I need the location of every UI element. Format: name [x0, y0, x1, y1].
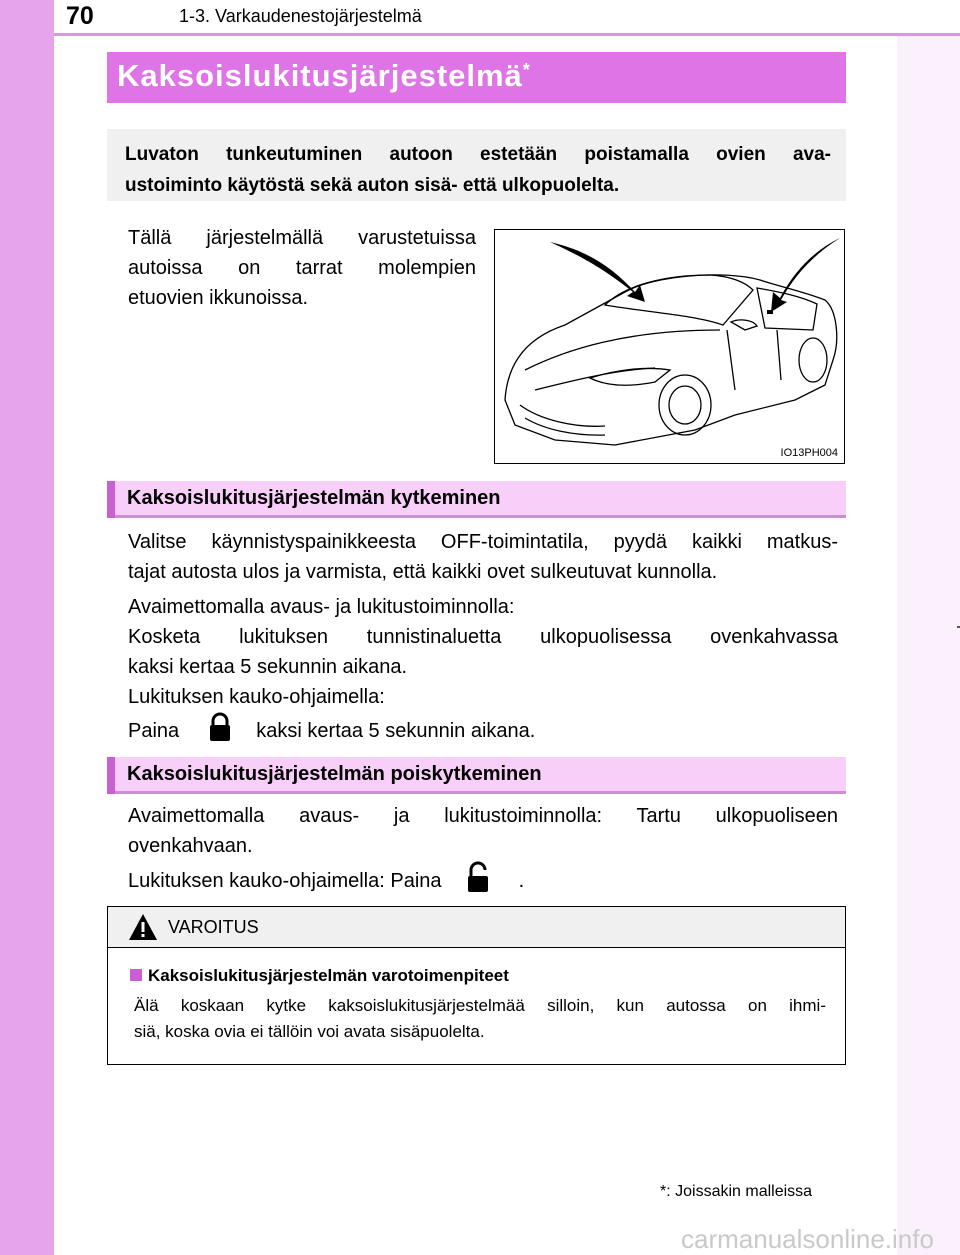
watermark: carmanualsonline.info: [681, 1224, 934, 1254]
warning-line: Älä koskaan kytke kaksoislukitusjärjestelmää silloin, kun autossa on ihmi-: [134, 996, 826, 1015]
section-heading-bar: [107, 481, 846, 518]
lock-icon: [207, 712, 233, 751]
warning-line: siä, koska ovia ei tällöin voi avata sisäpuolelta.: [134, 1022, 485, 1041]
warning-label: VAROITUS: [168, 917, 259, 937]
footnote-marker: *: [660, 1183, 667, 1200]
chapter-title: 1-3. Varkaudenestojärjestelmä: [179, 6, 422, 26]
section1-line: Kosketa lukituksen tunnistinaluetta ulkopuolisessa ovenkahvassa: [128, 626, 838, 648]
page-number: 70: [66, 2, 94, 30]
section-heading-bar: [107, 757, 846, 794]
section2-line: Avaimettomalla avaus- ja lukitustoiminnolla: Tartu ulkopuoliseen: [128, 805, 838, 827]
page-sidebar: [0, 0, 54, 1255]
bullet-square-icon: [130, 969, 142, 981]
warning-triangle-icon: [128, 913, 158, 946]
warning-header: [108, 907, 845, 948]
warning-body: [134, 993, 826, 1045]
section1-line: Valitse käynnistyspainikkeesta OFF-toimintatila, pyydä kaikki matkus-: [128, 531, 838, 553]
intro-box: [107, 129, 846, 201]
section-heading: Kaksoislukitusjärjestelmän poiskytkeminen: [127, 763, 542, 785]
section-heading: Kaksoislukitusjärjestelmän kytkeminen: [127, 487, 501, 509]
press-rest: kaksi kertaa 5 sekunnin aikana.: [256, 719, 536, 742]
page-title-bar: [107, 52, 846, 103]
car-illustration: [494, 229, 845, 464]
section1-line: tajat autosta ulos ja varmista, että kaikki ovet sulkeutuvat kunnolla.: [128, 561, 718, 583]
intro-text: [125, 139, 831, 201]
footnote-text: : Joissakin malleissa: [666, 1183, 813, 1200]
press-word: Paina: [128, 719, 180, 742]
unlock-icon: [465, 861, 491, 902]
section-accent: [107, 757, 115, 794]
car-paragraph-line: autoissa on tarrat molempien: [128, 257, 476, 279]
warning-title: Kaksoislukitusjärjestelmän varotoimenpiteet: [130, 966, 509, 986]
car-paragraph-line: Tällä järjestelmällä varustetuissa: [128, 227, 476, 249]
section1-line: Lukituksen kauko-ohjaimella:: [128, 686, 385, 708]
title-star-marker: *: [522, 60, 531, 80]
press-suffix: .: [518, 869, 525, 892]
intro-line: ustoiminto käytöstä sekä auton sisä- että ulkopuolelta.: [125, 175, 620, 196]
header-rule: [54, 33, 960, 36]
car-paragraph-line: etuovien ikkunoissa.: [128, 287, 309, 309]
warning-box: [107, 906, 846, 1065]
section2-line: ovenkahvaan.: [128, 835, 253, 857]
section2-press-line: [128, 861, 524, 902]
illustration-code: IO13PH004: [780, 447, 838, 459]
section1-press-line: [128, 712, 535, 751]
press-prefix: Lukituksen kauko-ohjaimella: Paina: [128, 869, 442, 892]
car-drawing: [495, 230, 845, 464]
page-title: Kaksoislukitusjärjestelmä *: [117, 58, 531, 93]
footnote: [660, 1183, 812, 1201]
section-accent: [107, 481, 115, 518]
section1-line: kaksi kertaa 5 sekunnin aikana.: [128, 656, 408, 678]
section1-line: Avaimettomalla avaus- ja lukitustoiminnolla:: [128, 596, 515, 618]
intro-line: Luvaton tunkeutuminen autoon estetään poistamalla ovien ava-: [125, 144, 831, 165]
right-margin-strip: [897, 36, 960, 1255]
